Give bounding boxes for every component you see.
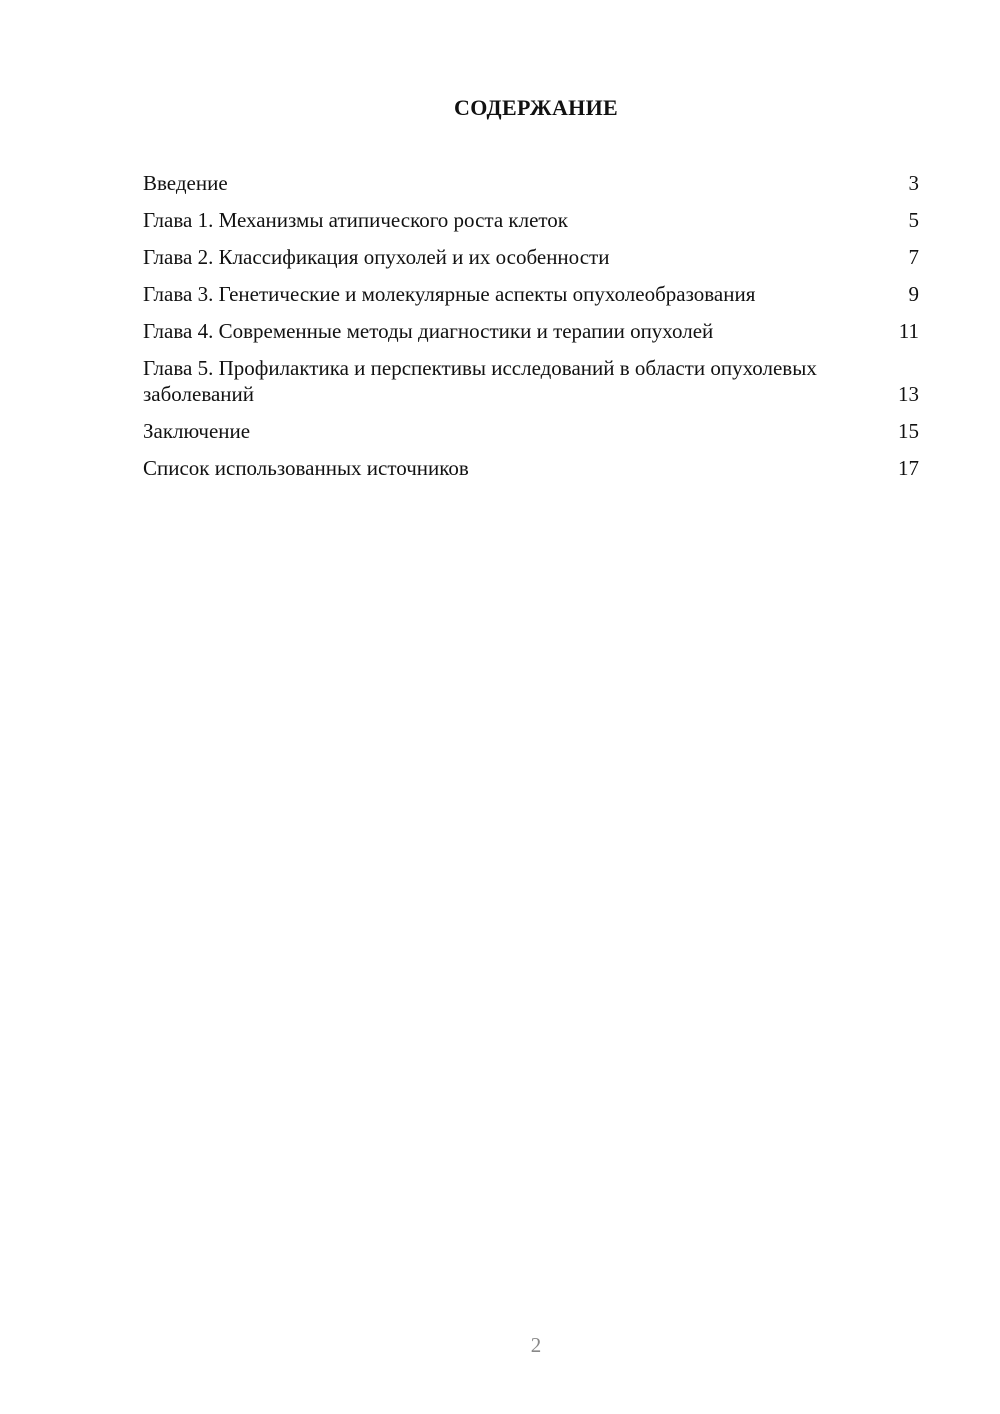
- toc-entry-page: 9: [908, 282, 919, 306]
- toc-entry-conclusion: [143, 418, 919, 444]
- toc-entry-chapter-4: [143, 318, 919, 344]
- toc-entry-page: 3: [908, 171, 919, 195]
- table-of-contents: [143, 170, 919, 492]
- page-number: 2: [530, 1333, 542, 1357]
- toc-entry-text: Заключение: [143, 419, 251, 443]
- toc-entry-text: Глава 3. Генетические и молекулярные аспекты опухолеобразования: [143, 282, 756, 306]
- toc-entry-chapter-2: [143, 244, 919, 270]
- toc-entry-text: Глава 5. Профилактика и перспективы исследований в области опухолевых заболеваний: [143, 356, 817, 406]
- toc-entry-text: Глава 2. Классификация опухолей и их особенности: [143, 245, 610, 269]
- toc-entry-page: 15: [898, 419, 919, 443]
- toc-entry-chapter-5: [143, 355, 919, 407]
- toc-entry-page: 17: [898, 456, 919, 480]
- toc-entry-text: Глава 1. Механизмы атипического роста клеток: [143, 208, 569, 232]
- toc-entry-page: 13: [898, 382, 919, 406]
- toc-entry-text: Список использованных источников: [143, 456, 469, 480]
- toc-entry-text: Введение: [143, 171, 228, 195]
- toc-entry-page: 7: [908, 245, 919, 269]
- toc-entry-references: [143, 455, 919, 481]
- toc-entry-introduction: [143, 170, 919, 196]
- page-title: СОДЕРЖАНИЕ: [454, 95, 618, 120]
- toc-entry-chapter-3: [143, 281, 919, 307]
- toc-entry-page: 11: [898, 319, 919, 343]
- toc-entry-page: 5: [908, 208, 919, 232]
- toc-entry-text: Глава 4. Современные методы диагностики и терапии опухолей: [143, 319, 714, 343]
- toc-entry-chapter-1: [143, 207, 919, 233]
